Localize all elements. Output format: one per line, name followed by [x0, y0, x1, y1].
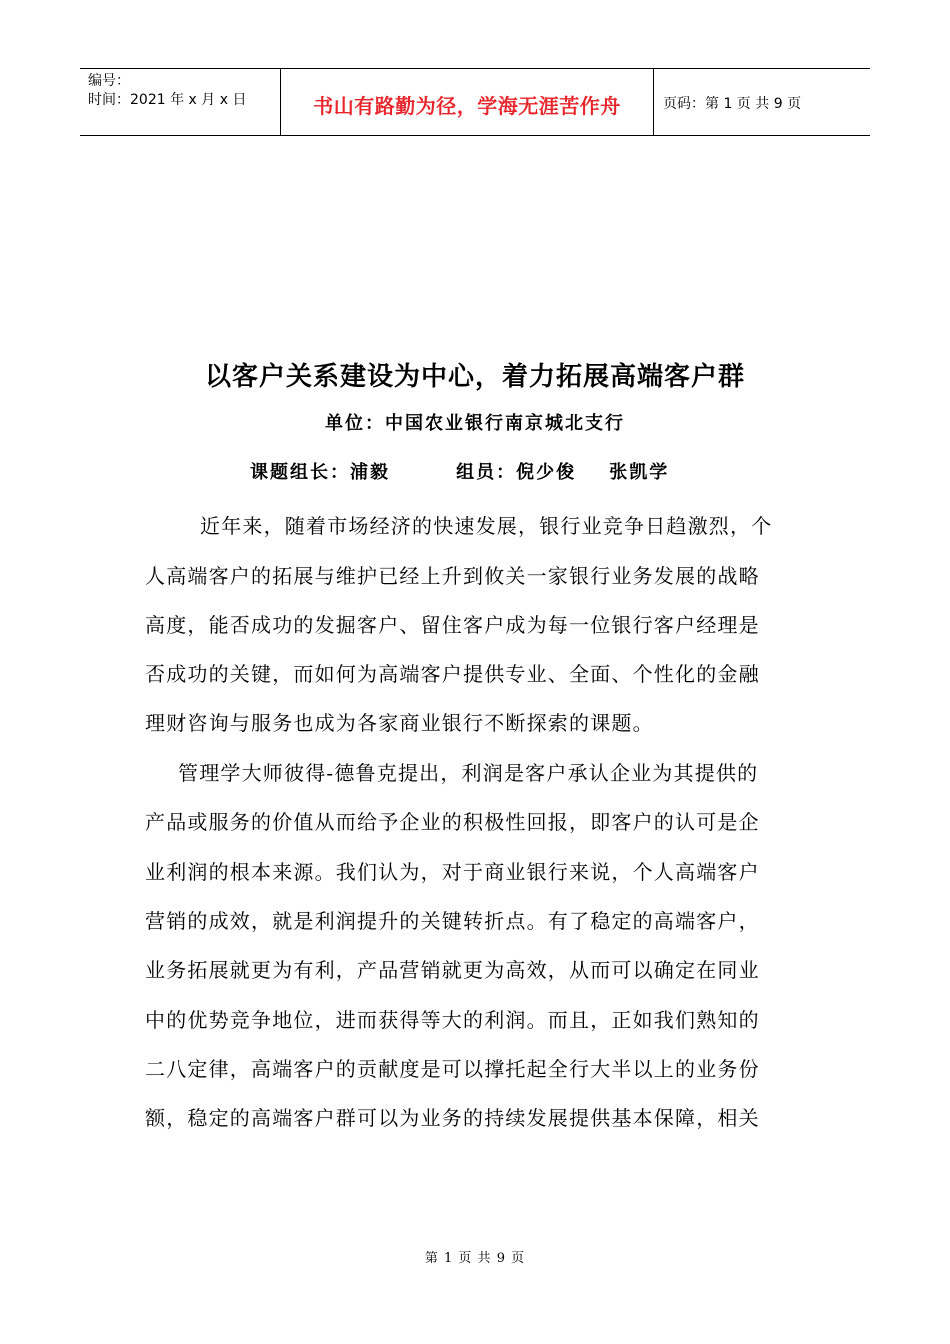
- header-motto-cell: [281, 69, 654, 135]
- paragraph-line: 产品或服务的价值从而给予企业的积极性回报，即客户的认可是企: [145, 810, 760, 834]
- page-footer: 第 1 页 共 9 页: [424, 1251, 526, 1266]
- paragraph-line: 人高端客户的拓展与维护已经上升到攸关一家银行业务发展的战略: [145, 564, 760, 588]
- paragraph-line: 管理学大师彼得-德鲁克提出，利润是客户承认企业为其提供的: [178, 761, 759, 785]
- document-date: 时间：2021 年 x 月 x 日: [88, 92, 247, 108]
- paragraph-line: 营销的成效，就是利润提升的关键转折点。有了稳定的高端客户，: [145, 909, 760, 933]
- document-title: 以客户关系建设为中心，着力拓展高端客户群: [204, 362, 745, 392]
- document-unit: 单位：中国农业银行南京城北支行: [325, 413, 625, 434]
- paragraph-line: 中的优势竞争地位，进而获得等大的利润。而且，正如我们熟知的: [145, 1008, 760, 1032]
- paragraph-line: 理财咨询与服务也成为各家商业银行不断探索的课题。: [145, 711, 654, 735]
- header-meta-cell: [80, 69, 281, 135]
- paragraph-line: 高度，能否成功的发掘客户、留住客户成为每一位银行客户经理是: [145, 613, 760, 637]
- header-motto: 书山有路勤为径，学海无涯苦作舟: [313, 93, 621, 118]
- header-page-cell: [654, 70, 870, 136]
- paragraph-line: 额，稳定的高端客户群可以为业务的持续发展提供基本保障，相关: [145, 1106, 760, 1130]
- paragraph-line: 业利润的根本来源。我们认为，对于商业银行来说，个人高端客户: [145, 860, 760, 884]
- paragraph-line: 业务拓展就更为有利，产品营销就更为高效，从而可以确定在同业: [145, 958, 760, 982]
- document-team: 课题组长：浦毅 组员：倪少俊 张凯学: [250, 462, 670, 483]
- paragraph-line: 二八定律，高端客户的贡献度是可以撑托起全行大半以上的业务份: [145, 1057, 760, 1081]
- document-number-label: 编号：: [88, 73, 130, 89]
- paragraph-line: 否成功的关键，而如何为高端客户提供专业、全面、个性化的金融: [145, 662, 760, 686]
- header-page-info: 页码：第 1 页 共 9 页: [663, 96, 802, 112]
- document-header: [80, 68, 870, 136]
- paragraph-line: 近年来，随着市场经济的快速发展，银行业竞争日趋激烈，个: [200, 514, 773, 538]
